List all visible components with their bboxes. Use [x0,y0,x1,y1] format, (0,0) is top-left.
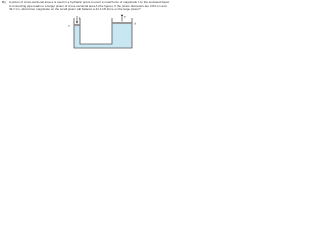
hydraulic-press-diagram [60,14,140,52]
small-piston [74,24,79,26]
small-area-label: a [68,23,70,28]
problem-page [0,0,200,54]
problem-text [9,1,197,12]
problem-number: 8.) [2,0,6,4]
liquid [74,24,132,48]
small-force-label: f [79,16,80,20]
large-force-label: F [124,15,126,19]
problem-line-2: A connecting pipe leads to a larger piston of cross-sectional area A (the figure). If the piston diameters are 3.84 cm and [9,3,167,8]
problem-line-3: 49.7 cm, what force magnitude on the small piston will balance a 42.4 kN force on the large piston? [9,7,141,11]
large-piston [112,22,131,24]
hydraulic-press-figure [60,14,140,52]
large-force-arrowhead [121,14,123,16]
large-area-label: A [134,21,136,26]
problem-line-1: A piston of cross-sectional area a is used in a hydraulic press to exert a small force of magnitude f on the enclosed liquid. [9,0,170,4]
small-force-arrowhead [76,22,78,24]
